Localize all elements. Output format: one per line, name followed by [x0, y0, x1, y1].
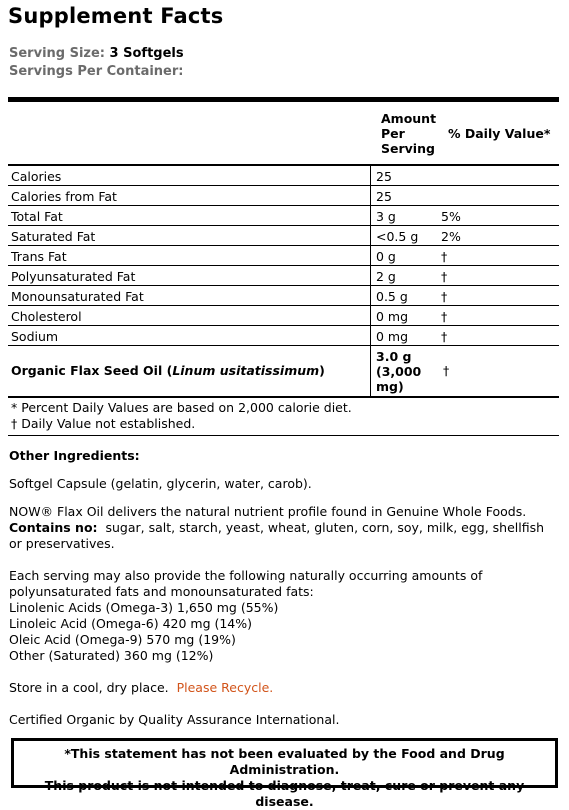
nutrient-dv: †: [441, 309, 448, 324]
product-description: [9, 504, 559, 552]
nutrient-name: Total Fat: [11, 209, 63, 224]
description-text: NOW® Flax Oil delivers the natural nutrient profile found in Genuine Whole Foods.: [9, 504, 527, 519]
nutrient-name: Polyunsaturated Fat: [11, 269, 136, 284]
disclaimer-line-1: *This statement has not been evaluated by the Food and Drug Administration.: [64, 746, 505, 777]
servings-per-container: [9, 64, 183, 79]
column-divider: [370, 326, 371, 346]
other-ingredients-heading: Other Ingredients:: [9, 448, 140, 463]
footnote-bottom-divider: [8, 435, 559, 436]
flax-seed-oil-row: [8, 346, 559, 396]
recycle-text: Please Recycle.: [176, 680, 274, 695]
top-divider: [8, 97, 559, 102]
table-row: [8, 206, 559, 226]
table-row: [8, 186, 559, 206]
certification-note: Certified Organic by Quality Assurance International.: [9, 712, 340, 727]
table-row: [8, 306, 559, 326]
list-item: Other (Saturated) 360 mg (12%): [9, 648, 214, 663]
list-item: Oleic Acid (Omega-9) 570 mg (19%): [9, 632, 236, 647]
daily-value-header: % Daily Value*: [448, 126, 551, 141]
column-divider: [370, 286, 371, 306]
serving-size-value: 3 Softgels: [109, 46, 184, 61]
serving-size-label: Serving Size:: [9, 46, 106, 61]
flax-latin-name: Linum usitatissimum: [172, 363, 320, 378]
nutrient-dv: †: [441, 249, 448, 264]
nutrient-amount: 3 g: [376, 209, 396, 224]
nutrient-dv: †: [441, 289, 448, 304]
table-row: [8, 266, 559, 286]
table-row: [8, 246, 559, 266]
list-item: Linoleic Acid (Omega-6) 420 mg (14%): [9, 616, 253, 631]
nutrient-name: Calories: [11, 169, 62, 184]
nutrient-amount: 25: [376, 169, 392, 184]
servings-per-container-label: Servings Per Container:: [9, 64, 184, 79]
capsule-ingredients: Softgel Capsule (gelatin, glycerin, water, carob).: [9, 476, 312, 491]
disclaimer-line-2: This product is not intended to diagnose, treat, cure or prevent any disease.: [44, 778, 525, 809]
column-divider: [370, 266, 371, 286]
nutrient-dv: 5%: [441, 209, 461, 224]
contains-no-label: Contains no:: [9, 520, 98, 535]
column-divider: [370, 226, 371, 246]
nutrient-name: Calories from Fat: [11, 189, 117, 204]
nutrient-amount: 0 g: [376, 249, 396, 264]
contains-no: [9, 520, 559, 552]
nutrient-amount: <0.5 g: [376, 229, 419, 244]
contains-no-text: sugar, salt, starch, yeast, wheat, gluten, corn, soy, milk, egg, shellfish or preservatives.: [9, 520, 545, 551]
fats-intro: Each serving may also provide the following naturally occurring amounts of polyunsaturated fats and monounsaturated fats:: [9, 568, 483, 599]
page-title: Supplement Facts: [8, 4, 224, 28]
flax-seed-oil-name: [11, 363, 325, 378]
storage-note: [9, 680, 559, 696]
table-row: [8, 286, 559, 306]
dagger-footnote: † Daily Value not established.: [11, 416, 196, 431]
nutrient-name: Cholesterol: [11, 309, 82, 324]
table-row: [8, 326, 559, 346]
column-divider: [370, 246, 371, 266]
nutrient-amount: 0 mg: [376, 309, 409, 324]
nutrient-dv: †: [441, 269, 448, 284]
nutrient-name: Monounsaturated Fat: [11, 289, 144, 304]
nutrient-amount: 25: [376, 189, 392, 204]
column-divider: [370, 306, 371, 326]
table-row: [8, 166, 559, 186]
percent-dv-footnote: * Percent Daily Values are based on 2,000 calorie diet.: [11, 400, 352, 415]
flax-seed-oil-amount: 3.0 g (3,000 mg): [376, 349, 422, 394]
column-divider: [370, 186, 371, 206]
footnote-divider: [8, 396, 559, 398]
flax-name-prefix: Organic Flax Seed Oil (: [11, 363, 173, 378]
column-divider: [370, 346, 371, 396]
storage-text: Store in a cool, dry place.: [9, 680, 169, 695]
fats-section: [9, 568, 559, 664]
nutrient-amount: 2 g: [376, 269, 396, 284]
nutrient-amount: 0.5 g: [376, 289, 408, 304]
serving-size: [9, 46, 184, 61]
amount-per-serving-header: Amount Per Serving: [381, 111, 437, 156]
table-row: [8, 226, 559, 246]
column-divider: [370, 206, 371, 226]
nutrient-amount: 0 mg: [376, 329, 409, 344]
list-item: Linolenic Acids (Omega-3) 1,650 mg (55%): [9, 600, 279, 615]
nutrient-dv: 2%: [441, 229, 461, 244]
flax-name-suffix: ): [319, 363, 325, 378]
fda-disclaimer-box: [11, 738, 558, 809]
nutrient-name: Trans Fat: [11, 249, 67, 264]
column-divider: [370, 166, 371, 186]
nutrient-name: Sodium: [11, 329, 59, 344]
nutrient-dv: †: [441, 329, 448, 344]
nutrient-name: Saturated Fat: [11, 229, 96, 244]
flax-seed-oil-dv: †: [443, 363, 450, 378]
